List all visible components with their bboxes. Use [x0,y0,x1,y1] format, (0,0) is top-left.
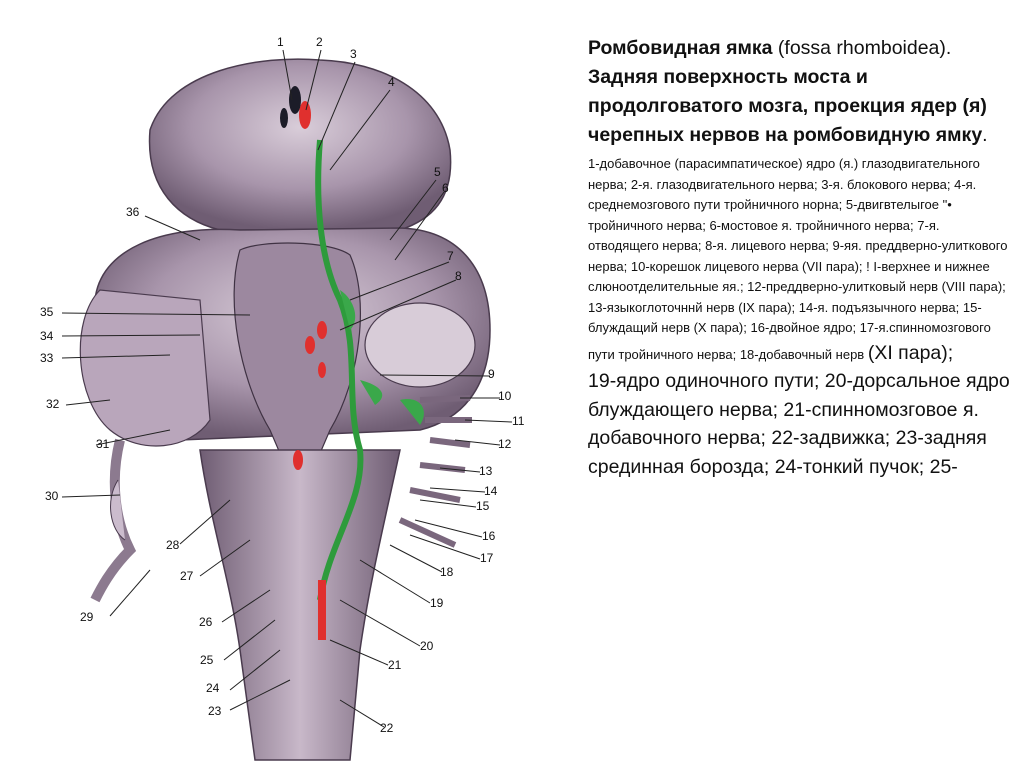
figure-label-29: 29 [80,610,94,624]
figure-label-36: 36 [126,205,140,219]
title-paragraph [588,34,1013,150]
figure-label-11: 11 [512,414,525,428]
title-latin: (fossa rhomboidea). [772,37,952,59]
description-text-block [588,34,1013,481]
title-bold-3: черепных нервов на ромбовидную ямку [588,124,983,146]
figure-label-18: 18 [440,565,454,579]
figure-label-15: 15 [476,499,490,513]
figure-label-24: 24 [206,681,220,695]
figure-label-26: 26 [199,615,213,629]
legend-small-body: 1-добавочное (парасимпатическое) ядро (я.) глазодвигательного нерва; 2-я. глазодвигательного нерва; 3-я. блокового нерва; 4-я. среднемозгового пути тройничного норна; 5-двигвтелыгое "• тройничного нерва; 6-мостовое я. тройничного нерва; 7-я. отводящего нерва; 8-я. лицевого нерва; 9-яя. преддверно-улиткового нерва; 10-корешок лицевого нерва (VII пара); ! I-верхнее и нижнее слюноотделительные яя.; 12-преддверно-улитковый нерв (VIII пара); 13-языкоглоточннй нерв (IX пара); 14-я. подъязычного нерва; 15-блуждащий нерв (X пара); 16-двойное ядро; 17-я.спинномозгового пути тройничного нерва; 18-добавочный нерв [588,156,1008,362]
figure-label-12: 12 [498,437,512,451]
figure-label-25: 25 [200,653,214,667]
figure-label-34: 34 [40,329,54,343]
figure-label-20: 20 [420,639,434,653]
figure-label-22: 22 [380,721,394,735]
legend-inline-large: (XI пара); [867,341,954,364]
figure-label-7: 7 [447,249,454,263]
title-bold-1: Ромбовидная ямка [588,37,773,59]
figure-label-27: 27 [180,569,194,583]
figure-label-32: 32 [46,397,60,411]
figure-label-30: 30 [45,489,59,503]
figure-label-3: 3 [350,47,357,61]
figure-label-16: 16 [482,529,496,543]
figure-label-23: 23 [208,704,222,718]
figure-label-9: 9 [488,367,495,381]
figure-label-13: 13 [479,464,493,478]
figure-label-21: 21 [388,658,402,672]
legend-large-text: 19-ядро одиночного пути; 20-дорсальное ядро блуждающего нерва; 21-спинномозговое я. добавочного нерва; 22-задвижка; 23-задняя срединная борозда; 24-тонкий пучок; 25- [588,370,1010,478]
figure-label-14: 14 [484,484,498,498]
figure-label-19: 19 [430,596,444,610]
figure-label-5: 5 [434,165,441,179]
figure-label-17: 17 [480,551,494,565]
figure-label-31: 31 [96,437,110,451]
legend-small-text [588,154,1013,367]
title-end: . [982,124,988,146]
figure-label-6: 6 [442,181,449,195]
figure-label-8: 8 [455,269,462,283]
figure-label-35: 35 [40,305,54,319]
figure-label-28: 28 [166,538,180,552]
figure-label-10: 10 [498,389,512,403]
title-bold-2: Задняя поверхность моста и продолговатого мозга, проекция ядер (я) [588,66,987,117]
figure-label-1: 1 [277,35,284,49]
figure-label-4: 4 [388,75,395,89]
figure-label-33: 33 [40,351,54,365]
figure-label-2: 2 [316,35,323,49]
